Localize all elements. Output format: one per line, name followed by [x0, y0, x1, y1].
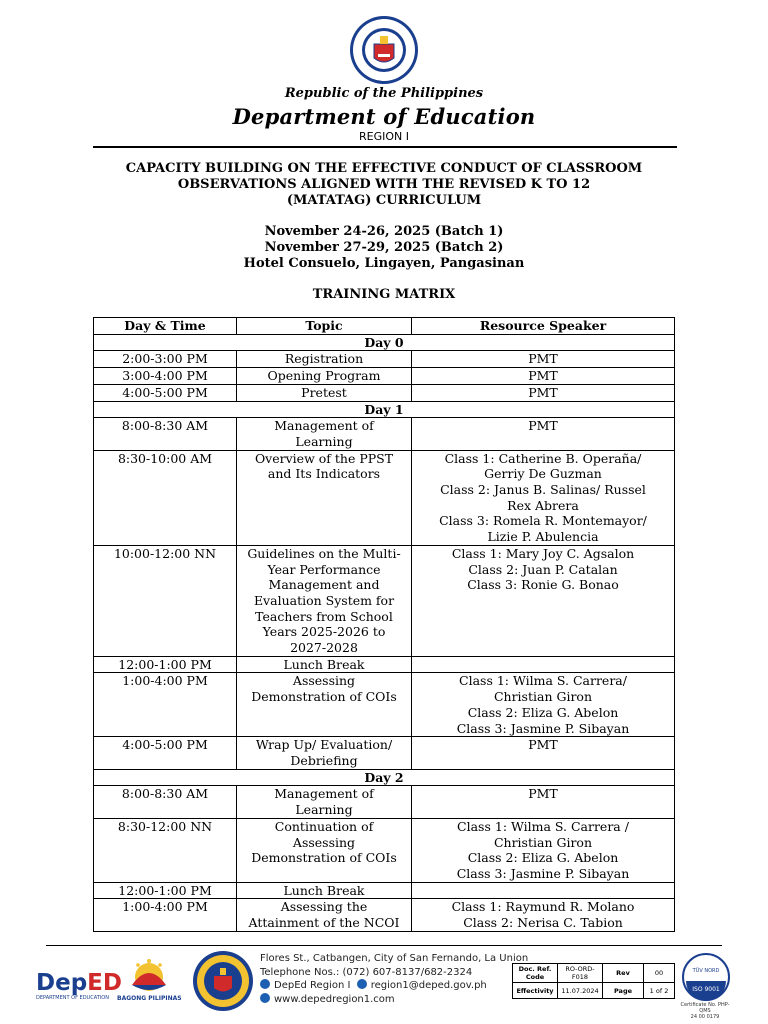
region-seal-icon — [192, 950, 254, 1012]
topic-line: Year Performance — [267, 561, 381, 577]
speaker-line: PMT — [528, 368, 558, 384]
footer-contact — [260, 952, 528, 1006]
topic-line: Demonstration of COIs — [251, 689, 397, 705]
document-control-table — [512, 963, 675, 999]
table-body — [94, 334, 675, 931]
iso-cert-no: 24 00 0179 — [690, 1014, 720, 1020]
footer-address: Flores St., Catbangen, City of San Fernando, La Union — [260, 953, 529, 964]
facebook-icon — [260, 979, 270, 989]
matrix-title: TRAINING MATRIX — [312, 287, 456, 302]
topic-line: Evaluation System for — [253, 592, 395, 608]
time-cell: 1:00-4:00 PM — [94, 673, 237, 737]
topic-line: and Its Indicators — [267, 466, 381, 482]
table-row — [94, 545, 675, 656]
speaker-line: Class 2: Eliza G. Abelon — [467, 850, 619, 866]
speaker-line: PMT — [528, 351, 558, 367]
rev-value: 00 — [644, 964, 675, 983]
time-cell: 8:30-10:00 AM — [94, 450, 237, 545]
speaker-line: Class 1: Mary Joy C. Agsalon — [451, 545, 635, 561]
topic-line: Assessing — [292, 834, 356, 850]
speaker-line: Class 2: Eliza G. Abelon — [467, 704, 619, 720]
speaker-line: PMT — [528, 418, 558, 434]
topic-line: Continuation of — [274, 818, 374, 834]
speaker-cell — [412, 899, 675, 931]
department-name: Department of Education — [232, 104, 536, 129]
speaker-cell — [412, 368, 675, 385]
speaker-cell — [412, 545, 675, 656]
effectivity-label: Effectivity — [513, 983, 558, 999]
day-heading: Day 0 — [94, 334, 675, 351]
topic-line: Assessing — [292, 673, 356, 689]
speaker-cell — [412, 384, 675, 401]
footer-website[interactable]: www.depedregion1.com — [274, 993, 395, 1005]
deped-logo-subtitle: DEPARTMENT OF EDUCATION — [36, 995, 109, 1001]
day-heading: Day 2 — [94, 769, 675, 786]
topic-line: Registration — [284, 351, 364, 367]
footer-rule — [46, 945, 722, 946]
table-day-row — [94, 769, 675, 786]
table-row — [94, 882, 675, 899]
iso-certificate-number — [680, 1002, 730, 1020]
header-rule — [93, 146, 677, 148]
time-cell: 2:00-3:00 PM — [94, 351, 237, 368]
topic-line: 2027-2028 — [290, 640, 358, 656]
table-header-row — [94, 318, 675, 335]
topic-cell — [237, 450, 412, 545]
time-cell: 4:00-5:00 PM — [94, 737, 237, 769]
table-day-row — [94, 401, 675, 418]
time-cell: 10:00-12:00 NN — [94, 545, 237, 656]
republic-label: Republic of the Philippines — [284, 86, 484, 101]
day-heading: Day 1 — [94, 401, 675, 418]
effectivity-value: 11.07.2024 — [558, 983, 603, 999]
topic-line: Guidelines on the Multi- — [247, 545, 401, 561]
time-cell: 1:00-4:00 PM — [94, 899, 237, 931]
topic-cell — [237, 418, 412, 450]
deped-logo — [36, 970, 122, 996]
topic-line: Management and — [268, 577, 380, 593]
header-resource-speaker: Resource Speaker — [412, 318, 675, 335]
rev-label: Rev — [603, 964, 644, 983]
speaker-line: Christian Giron — [493, 834, 593, 850]
topic-line: Teachers from School — [255, 608, 393, 624]
topic-cell — [237, 818, 412, 882]
speaker-line: Class 3: Romela R. Montemayor/ — [439, 513, 647, 529]
web-icon — [260, 993, 270, 1003]
speaker-line: Class 1: Raymund R. Molano — [451, 899, 635, 915]
speaker-line: Christian Giron — [493, 689, 593, 705]
table-row — [94, 384, 675, 401]
table-row — [94, 818, 675, 882]
speaker-cell — [412, 656, 675, 673]
time-cell: 3:00-4:00 PM — [94, 368, 237, 385]
topic-cell — [237, 351, 412, 368]
table-row — [94, 351, 675, 368]
table-row — [94, 418, 675, 450]
table-row — [94, 368, 675, 385]
topic-cell — [237, 384, 412, 401]
speaker-cell — [412, 351, 675, 368]
topic-line: Lunch Break — [283, 656, 365, 672]
bagong-pilipinas-label: BAGONG PILIPINAS — [117, 995, 182, 1002]
speaker-cell — [412, 418, 675, 450]
topic-cell — [237, 656, 412, 673]
document-title — [80, 161, 688, 209]
speaker-cell — [412, 673, 675, 737]
table-row — [94, 786, 675, 818]
speaker-line: Class 1: Wilma S. Carrera / — [457, 818, 629, 834]
speaker-line: Class 1: Catherine B. Operaña/ — [444, 450, 642, 466]
deped-logo-ed: ED — [87, 970, 122, 996]
topic-cell — [237, 737, 412, 769]
speaker-line: Class 2: Nerisa C. Tabion — [463, 915, 623, 931]
topic-line: Opening Program — [267, 368, 381, 384]
speaker-line: PMT — [528, 737, 558, 753]
table-row — [94, 656, 675, 673]
region-label: REGION I — [359, 130, 409, 143]
table-row — [94, 450, 675, 545]
time-cell: 8:00-8:30 AM — [94, 418, 237, 450]
schedule-venue — [80, 224, 688, 272]
topic-line: Wrap Up/ Evaluation/ — [255, 737, 393, 753]
venue-line: Hotel Consuelo, Lingayen, Pangasinan — [243, 256, 525, 271]
date-line: November 27-29, 2025 (Batch 2) — [264, 240, 504, 255]
footer-web — [260, 993, 528, 1007]
header-day-time: Day & Time — [94, 318, 237, 335]
footer-email[interactable]: region1@deped.gov.ph — [370, 980, 487, 992]
page-label: Page — [603, 983, 644, 999]
topic-line: Attainment of the NCOI — [248, 915, 400, 931]
topic-line: Assessing the — [280, 899, 368, 915]
speaker-line: Class 3: Jasmine P. Sibayan — [456, 865, 630, 881]
speaker-cell — [412, 737, 675, 769]
topic-cell — [237, 899, 412, 931]
time-cell: 8:30-12:00 NN — [94, 818, 237, 882]
speaker-line: PMT — [528, 786, 558, 802]
time-cell: 8:00-8:30 AM — [94, 786, 237, 818]
iso-certification-icon — [682, 953, 730, 1001]
speaker-line: PMT — [528, 384, 558, 400]
time-cell: 12:00-1:00 PM — [94, 656, 237, 673]
speaker-cell — [412, 450, 675, 545]
time-cell: 4:00-5:00 PM — [94, 384, 237, 401]
table-row — [94, 737, 675, 769]
speaker-line: Gerriy De Guzman — [484, 466, 602, 482]
topic-line: Years 2025-2026 to — [262, 624, 386, 640]
topic-cell — [237, 882, 412, 899]
iso-standard-text: ISO 9001 — [692, 986, 720, 993]
table-day-row — [94, 334, 675, 351]
deped-logo-dep: Dep — [36, 970, 88, 996]
date-line: November 24-26, 2025 (Batch 1) — [264, 224, 504, 239]
topic-cell — [237, 673, 412, 737]
topic-cell — [237, 368, 412, 385]
topic-line: Demonstration of COIs — [251, 850, 397, 866]
topic-cell — [237, 545, 412, 656]
topic-line: Management of — [274, 418, 374, 434]
title-line: CAPACITY BUILDING ON THE EFFECTIVE CONDUCT OF CLASSROOM — [125, 161, 643, 176]
title-line: (MATATAG) CURRICULUM — [286, 193, 482, 208]
header-topic: Topic — [237, 318, 412, 335]
speaker-line: Lizie P. Abulencia — [487, 529, 599, 545]
iso-cert-label: Certificate No. PHP-QMS — [680, 1002, 730, 1014]
topic-line: Debriefing — [290, 752, 358, 768]
speaker-cell — [412, 818, 675, 882]
bagong-pilipinas-logo-icon — [124, 955, 174, 995]
footer-telephone: Telephone Nos.: (072) 607-8137/682-2324 — [260, 966, 473, 978]
speaker-cell — [412, 882, 675, 899]
table-row — [94, 673, 675, 737]
topic-line: Management of — [274, 786, 374, 802]
topic-line: Learning — [295, 433, 353, 449]
page-value: 1 of 2 — [644, 983, 675, 999]
email-icon — [357, 979, 367, 989]
doc-ref-label: Doc. Ref. Code — [513, 964, 558, 983]
topic-line: Learning — [295, 802, 353, 818]
topic-line: Pretest — [301, 384, 347, 400]
speaker-line: Class 2: Juan P. Catalan — [468, 561, 618, 577]
speaker-line: Class 3: Ronie G. Bonao — [467, 577, 619, 593]
table-row — [94, 899, 675, 931]
training-matrix-table — [93, 317, 675, 932]
topic-line: Overview of the PPST — [254, 450, 394, 466]
speaker-line: Class 1: Wilma S. Carrera/ — [459, 673, 627, 689]
speaker-line: Class 3: Jasmine P. Sibayan — [456, 720, 630, 736]
footer-facebook[interactable]: DepEd Region I — [274, 980, 351, 992]
title-line: OBSERVATIONS ALIGNED WITH THE REVISED K TO 12 — [177, 177, 591, 192]
topic-line: Lunch Break — [283, 882, 365, 898]
speaker-cell — [412, 786, 675, 818]
doc-ref-value: RO-ORD-F018 — [558, 964, 603, 983]
iso-top-text: TÜV NORD — [692, 968, 720, 974]
speaker-line: Class 2: Janus B. Salinas/ Russel — [440, 482, 646, 498]
topic-cell — [237, 786, 412, 818]
time-cell: 12:00-1:00 PM — [94, 882, 237, 899]
deped-seal-icon — [348, 14, 420, 86]
speaker-line: Rex Abrera — [507, 497, 579, 513]
footer-social — [260, 979, 528, 993]
